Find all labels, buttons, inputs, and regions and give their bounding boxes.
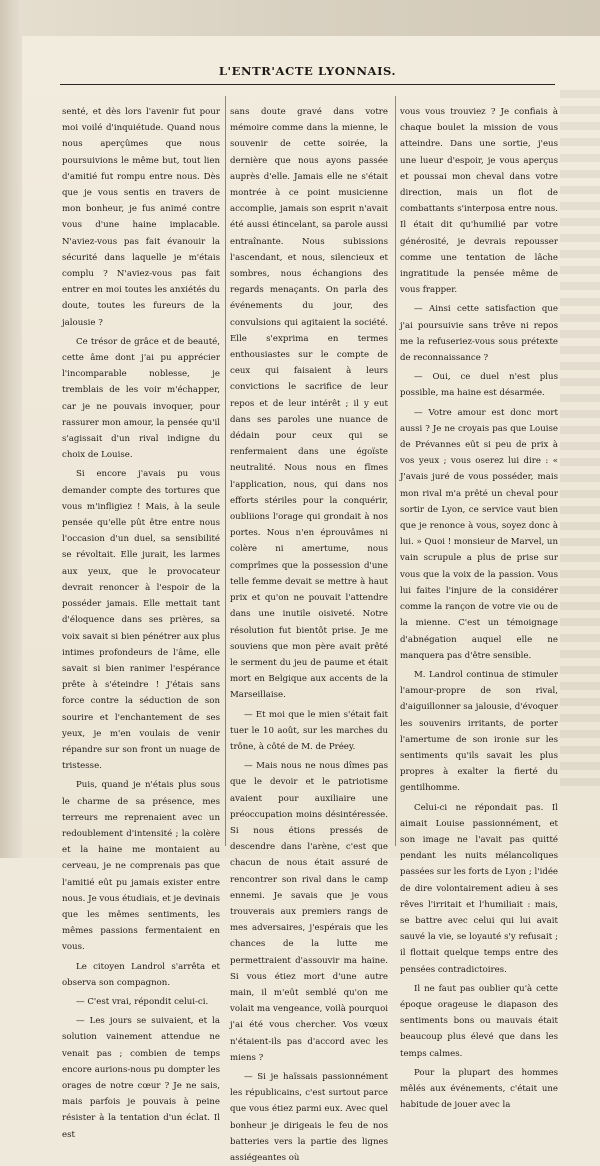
- paragraph: M. Landrol continua de stimuler l'amour-propre de son rival, d'aiguillonner sa jalousie, d'évoquer les souvenirs irritants, de porter l'amertume de son ironie sur les sentiments qu'ils savait les plus propres à exalter la fierté du gentilhomme.: [400, 669, 558, 794]
- paragraph: Si encore j'avais pu vous demander compte des tortures que vous m'infligiez ! Mais, à la seule pensée qu'elle pût être entre nous l'occasion d'un duel, sa sensibilité se révoltait. Elle jurait, les larmes aux yeux, que le provocateur devrait renoncer à l'espoir de la posséder jamais. Elle mettait tant d'éloquence dans ses prières, sa voix savait si bien pénétrer aux plus intimes profondeurs de l'âme, elle savait si bien ranimer l'espérance prête à s'éteindre ! J'étais sans force contre la séduction de son sourire et l'enchantement de ses yeux, je m'en voulais de venir répandre sur son front un nuage de tristesse.: [62, 469, 220, 772]
- column-rule: [395, 96, 396, 846]
- bleed-through-margin: [560, 90, 600, 790]
- text-column-2: [230, 104, 388, 1163]
- paragraph: Pour la plupart des hommes mêlés aux événements, c'était une habitude de jouer avec la: [400, 1067, 558, 1111]
- paragraph: — Ainsi cette satisfaction que j'ai poursuivie sans trêve ni repos me la refuseriez-vous sous prétexte de reconnaissance ?: [400, 304, 558, 364]
- paragraph: Ce trésor de grâce et de beauté, cette âme dont j'ai pu apprécier l'incomparable noblesse, je tremblais de les voir m'échapper, car je ne pouvais invoquer, pour rassurer mon amour, la pensée qu'il s'agissait d'un rival indigne du choix de Louise.: [62, 336, 220, 461]
- paragraph: — Les jours se suivaient, et la solution vainement attendue ne venait pas ; combien de temps encore aurions-nous pu dompter les orages de notre cœur ? Je ne sais, mais parfois je pouvais à peine résister à la tentation d'un éclat. Il est: [62, 1016, 220, 1140]
- paragraph: vous vous trouviez ? Je confiais à chaque boulet la mission de vous atteindre. Dans une sortie, j'eus une lueur d'espoir, je vous aperçus et poussai mon cheval dans votre direction, mais un flot de combattants s'interposa entre nous. Il était dit qu'humilié par votre générosité, je devrais repousser comme une tentation de lâche ingratitude la pensée même de vous frapper.: [400, 107, 558, 296]
- paragraph: — Et moi que le mien s'était fait tuer le 10 août, sur les marches du trône, à côté de M. de Préey.: [230, 709, 388, 752]
- page-header: [60, 64, 555, 85]
- paragraph: Puis, quand je n'étais plus sous le charme de sa présence, mes terreurs me reprenaient avec un redoublement d'intensité ; la colère et la haine me montaient au cerveau, je ne comprenais pas que l'amitié eût pu jamais exister entre nous. Je vous étudiais, et je devinais que les mêmes sentiments, les mêmes passions fermentaient en vous.: [62, 780, 220, 953]
- paragraph: Celui-ci ne répondait pas. Il aimait Louise passionnément, et son image ne l'avait pas quitté pendant les nuits mélancoliques passées sur les forts de Lyon ; l'idée de dire volontairement adieu à ses rêves l'irritait et l'humiliait : mais, se battre avec celui qui lui avait sauvé la vie, se loyauté s'y refusait ; il flottait quelque temps entre des pensées contradictoires.: [400, 802, 558, 975]
- masthead-title: L'ENTR'ACTE LYONNAIS.: [218, 64, 397, 78]
- paragraph: sans doute gravé dans votre mémoire comme dans la mienne, le souvenir de cette soirée, la dernière que nous ayons passée auprès d'elle. Jamais elle ne s'était montrée à ce point musicienne accomplie, jamais son esprit n'avait été aussi étincelant, sa parole aussi entraînante. Nous subissions l'ascendant, et nous, silencieux et sombres, nous échangions des regards menaçants. On parla des événements du jour, des convulsions qui agitaient la société. Elle s'exprima en termes enthousiastes sur le compte de ceux qui faisaient à leurs convictions le sacrifice de leur repos et de leur intérêt ; il y eut dans ses paroles une nuance de dédain pour ceux qui se renfermaient dans une égoïste neutralité. Nous nous en fîmes l'application, nous, qui dans nos efforts stériles pour la conquérir, oubliions l'orage qui grondait à nos portes. Nous n'en éprouvâmes ni colère ni amertume, nous comprîmes que la possession d'une telle femme devait se mettre à haut prix et qu'on ne pouvait l'attendre dans une inutile oisiveté. Notre résolution fut bientôt prise. Je me souviens que mon père avait prêté le serment du jeu de paume et était mort en Belgique aux accents de la Marseillaise.: [230, 107, 388, 701]
- paragraph: Il ne faut pas oublier qu'à cette époque orageuse le diapason des sentiments bons ou mauvais était beaucoup plus élevé que dans les temps calmes.: [400, 983, 558, 1059]
- paragraph: — Votre amour est donc mort aussi ? Je ne croyais pas que Louise de Prévannes eût si peu de prix à vos yeux ; vous oserez lui dire : « J'avais juré de vous posséder, mais mon rival m'a prêté un cheval pour sortir de Lyon, ce service vaut bien que je renonce à vous, soyez donc à lui. » Quoi ! monsieur de Marvel, un vain scrupule a plus de prise sur vous que la voix de la passion. Vous lui faites l'injure de la considérer comme la rançon de votre vie ou de la mienne. C'est un témoignage d'abnégation auquel elle ne manquera pas d'être sensible.: [400, 407, 558, 661]
- paragraph: — Mais nous ne nous dîmes pas que le devoir et le patriotisme avaient pour auxiliaire une préoccupation moins désintéressée. Si nous étions pressés de descendre dans l'arène, c'est que chacun de nous était assuré de rencontrer son rival dans le camp ennemi. Je savais que je vous trouverais aux premiers rangs de mes adversaires, j'espérais que les chances de la lutte me permettraient d'assouvir ma haine. Si vous étiez mort d'une autre main, il m'eût semblé qu'on me volait ma vengeance, voilà pourquoi j'ai été vous chercher. Vos vœux n'étaient-ils pas d'accord avec les miens ?: [230, 761, 388, 1063]
- paragraph: Le citoyen Landrol s'arrêta et observa son compagnon.: [62, 961, 220, 988]
- paragraph: — Si je haïssais passionnément les républicains, c'est surtout parce que vous étiez parmi eux. Avec quel bonheur je dirigeais le feu de nos batteries vers la partie des lignes assiégeantes où: [230, 1071, 388, 1163]
- paragraph: senté, et dès lors l'avenir fut pour moi voilé d'inquiétude. Quand nous nous aperçûmes que nous poursuivions le même but, tout lien d'amitié fut rompu entre nous. Dès que je vous sentis en travers de mon bonheur, je fus animé contre vous d'une haine implacable. N'aviez-vous pas fait évanouir la sécurité dans laquelle je m'étais complu ? N'aviez-vous pas fait entrer en moi toutes les anxiétés du doute, toutes les fureurs de la jalousie ?: [62, 107, 220, 328]
- page-fold-shadow: [0, 0, 600, 36]
- text-column-3: [400, 104, 558, 1111]
- paragraph: — Oui, ce duel n'est plus possible, ma haine est désarmée.: [400, 372, 558, 399]
- text-column-1: [62, 104, 220, 1140]
- binding-edge: [0, 0, 22, 858]
- column-rule: [225, 96, 226, 846]
- paragraph: — C'est vrai, répondit celui-ci.: [76, 996, 209, 1007]
